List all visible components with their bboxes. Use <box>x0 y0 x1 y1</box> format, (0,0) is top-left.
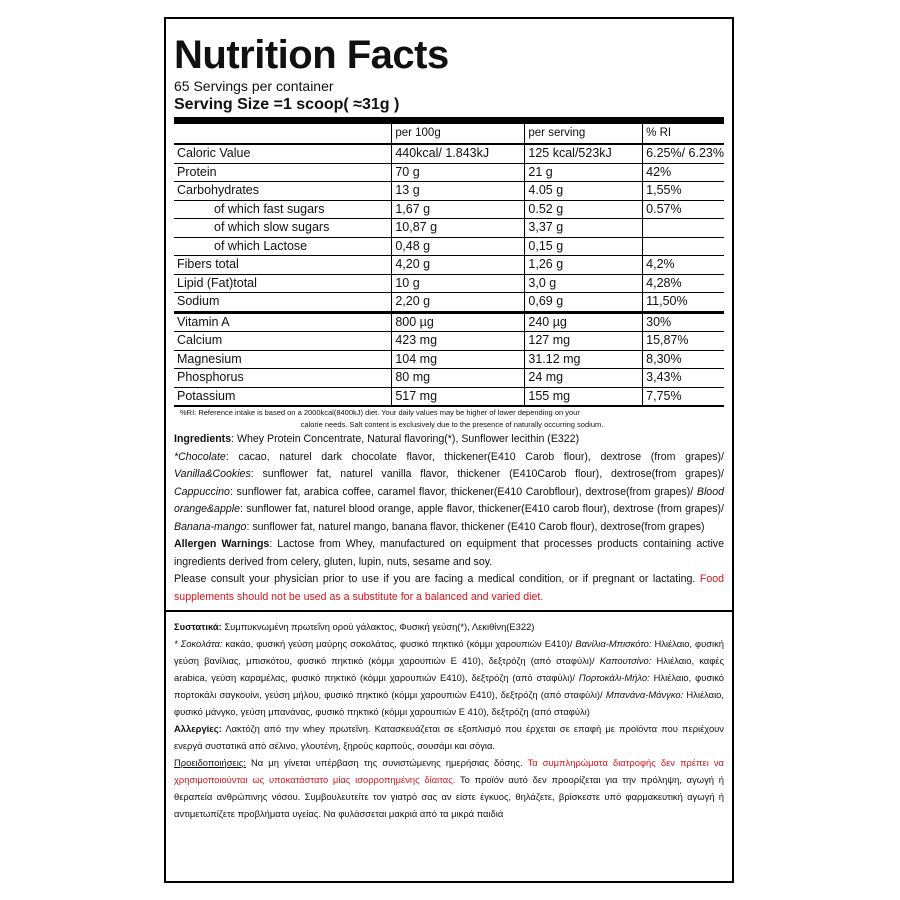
nutrition-label <box>164 17 734 883</box>
flavor-text: : cacao, naturel dark chocolate flavor, thickener(E410 Carob flour), dextrose (from grapes)/ <box>225 450 724 463</box>
flavors-paragraph <box>174 449 724 537</box>
flavor-name: Cappuccino <box>174 485 230 498</box>
ri-value: 4,28% <box>643 274 724 293</box>
per-serving-value: 240 µg <box>525 312 643 332</box>
greek-flavors <box>174 635 724 720</box>
column-header: % RI <box>643 124 724 144</box>
label-title: Nutrition Facts <box>174 33 449 77</box>
table-row <box>174 163 724 182</box>
per-100g-value: 70 g <box>392 163 525 182</box>
greek-text <box>174 618 724 822</box>
per-100g-value: 80 mg <box>392 369 525 388</box>
per-100g-value: 423 mg <box>392 332 525 351</box>
flavor-text: : sunflower fat, naturel mango, banana flavor, thickener (E410 Carob flour), dextrose(from grapes) <box>246 520 705 533</box>
table-header-row <box>174 124 724 144</box>
ri-value: 42% <box>643 163 724 182</box>
nutrient-name: Sodium <box>174 293 392 313</box>
per-serving-value: 0,69 g <box>525 293 643 313</box>
table-row <box>174 332 724 351</box>
per-serving-value: 0,15 g <box>525 237 643 256</box>
ri-value: 7,75% <box>643 387 724 406</box>
ingredients-text: : Whey Protein Concentrate, Natural flavoring(*), Sunflower lecithin (E322) <box>231 433 580 445</box>
label-content <box>174 33 724 822</box>
per-serving-value: 4.05 g <box>525 182 643 201</box>
per-100g-value: 13 g <box>392 182 525 201</box>
nutrient-name: Magnesium <box>174 350 392 369</box>
column-header: per serving <box>525 124 643 144</box>
greek-precautions-label: Προειδοποιήσεις: <box>174 757 246 768</box>
per-serving-value: 1,26 g <box>525 256 643 275</box>
greek-precautions <box>174 754 724 822</box>
per-serving-value: 3,0 g <box>525 274 643 293</box>
per-serving-value: 24 mg <box>525 369 643 388</box>
footnote-line-2: calorie needs. Salt content is exclusively due to the presence of naturally occurring sodium. <box>300 420 604 429</box>
flavor-text: : sunflower fat, naturel blood orange, apple flavor, thickener(E410 carob flour), dextrose (from grapes)/ <box>239 503 724 515</box>
flavor-name: *Chocolate <box>174 450 226 463</box>
ri-value: 3,43% <box>643 369 724 388</box>
greek-flavor-text: Ηλιέλαιο, φυσική γεύση βανίλιας, μπισκότου, φυσικό πηκτικό (κόμμι χαρουπιών Ε 410), δεξτρόζη (από σταφύλι)/ <box>174 638 724 666</box>
nutrient-name: Lipid (Fat)total <box>174 274 392 293</box>
table-row <box>174 293 724 313</box>
nutrient-name: Potassium <box>174 387 392 406</box>
greek-ingredients <box>174 618 724 635</box>
greek-flavor-name: Βανίλια-Μπισκότο: <box>575 638 652 649</box>
nutrient-name: Carbohydrates <box>174 182 392 201</box>
per-serving-value: 0.52 g <box>525 200 643 219</box>
flavor-text: : sunflower fat, arabica coffee, caramel flavor, thickener(E410 Carobflour), dextrose(from grapes)/ <box>229 485 697 498</box>
consult-text: Please consult your physician prior to use if you are facing a medical condition, or if pregnant or lactating. <box>174 573 700 585</box>
ri-value: 11,50% <box>643 293 724 313</box>
per-100g-value: 440kcal/ 1.843kJ <box>392 144 525 163</box>
greek-precautions-text: Να μη γίνεται υπέρβαση της συνιστώμενης ημερήσιας δόσης. <box>245 757 528 768</box>
table-row <box>174 182 724 201</box>
nutrient-name: Protein <box>174 163 392 182</box>
nutrient-name: Vitamin A <box>174 312 392 332</box>
table-row <box>174 200 724 219</box>
nutrient-name: of which fast sugars <box>174 200 392 219</box>
ri-value: 15,87% <box>643 332 724 351</box>
per-100g-value: 800 µg <box>392 312 525 332</box>
table-row <box>174 274 724 293</box>
servings-per-container: 65 Servings per container <box>174 78 334 94</box>
english-text <box>174 431 724 606</box>
per-serving-value: 31.12 mg <box>525 350 643 369</box>
nutrient-name: Fibers total <box>174 256 392 275</box>
nutrient-name: Phosphorus <box>174 369 392 388</box>
ingredients-label: Ingredients <box>174 433 232 445</box>
ri-value: 6.25%/ 6.23% <box>643 144 724 163</box>
nutrition-table <box>174 124 724 407</box>
nutrient-name: of which slow sugars <box>174 219 392 238</box>
ri-value: 8,30% <box>643 350 724 369</box>
per-100g-value: 0,48 g <box>392 237 525 256</box>
table-row <box>174 369 724 388</box>
flavor-text: : sunflower fat, naturel vanilla flavor, thickener (E410Carob flour), dextrose(from grapes)/ <box>250 468 724 480</box>
greek-flavor-text: κακάο, φυσική γεύση μαύρης σοκολάτας, φυσικό πηκτικό (κόμμι χαρουπιών Ε410)/ <box>222 638 576 649</box>
per-serving-value: 21 g <box>525 163 643 182</box>
greek-flavor-name: Καπουτσίνο: <box>599 655 652 666</box>
greek-allergens-label: Αλλεργίες: <box>174 723 222 734</box>
table-row <box>174 387 724 406</box>
nutrient-name: of which Lactose <box>174 237 392 256</box>
language-divider <box>166 610 732 612</box>
greek-flavor-name: Πορτοκάλι-Μήλο: <box>578 672 650 683</box>
ri-value: 30% <box>643 312 724 332</box>
nutrient-name: Calcium <box>174 332 392 351</box>
per-100g-value: 4,20 g <box>392 256 525 275</box>
per-serving-value: 155 mg <box>525 387 643 406</box>
per-serving-value: 3,37 g <box>525 219 643 238</box>
per-100g-value: 104 mg <box>392 350 525 369</box>
table-row <box>174 350 724 369</box>
flavor-name: Vanilla&Cookies <box>174 468 251 480</box>
per-100g-value: 2,20 g <box>392 293 525 313</box>
greek-ingredients-text: Συμπυκνωμένη πρωτεΐνη ορού γάλακτος, Φυσική γεύση(*), Λεκιθίνη(Ε322) <box>221 621 535 632</box>
greek-allergens-text: Λακτόζη από την whey πρωτεΐνη. Κατασκευάζεται σε εξοπλισμό που έρχεται σε επαφή με προϊόντα που περιέχουν ενεργά συστατικά από σέλινο, γλουτένη, ξηρούς καρπούς, σουσάμι και σόγια. <box>174 723 724 751</box>
ri-footnote <box>174 407 724 431</box>
footnote-line-1: %RI: Reference intake is based on a 2000kcal(8400kJ) diet. Your daily values may be higher of lower depending on your <box>180 408 580 417</box>
per-100g-value: 10,87 g <box>392 219 525 238</box>
thick-divider <box>174 117 724 124</box>
greek-flavor-text: Ηλιέλαιο, φυσικό μάνγκο, γεύση μπανάνας, φυσικό πηκτικό (κόμμι χαρουπιών Ε 410), δεξτρόζη (από σταφύλι) <box>174 689 724 717</box>
greek-precautions-rest: Το προϊόν αυτό δεν προορίζεται για την πρόληψη, αγωγή ή θεραπεία ανθρώπινης νόσου. Συμβουλευτείτε τον γιατρό σας αν είστε έγκυος, θηλάζετε, βρίσκεστε υπό φαρμακευτική αγωγή ή αντιμετωπίζετε προβλήματα υγείας. Να φυλάσσεται μακριά από τα μικρά παιδιά <box>174 774 724 819</box>
greek-allergens <box>174 720 724 754</box>
greek-ingredients-label: Συστατικά: <box>174 621 222 632</box>
per-100g-value: 1,67 g <box>392 200 525 219</box>
table-row <box>174 312 724 332</box>
per-serving-value: 127 mg <box>525 332 643 351</box>
table-row <box>174 219 724 238</box>
greek-supplement-warning: Τα συμπληρώματα διατροφής δεν πρέπει να χρησιμοποιούνται ως υποκατάστατο μίας ισορροπημένης δίαιτας. <box>174 757 724 785</box>
supplement-warning: Food supplements should not be used as a substitute for a balanced and varied diet. <box>174 573 724 603</box>
consult-paragraph <box>174 571 724 606</box>
per-serving-value: 125 kcal/523kJ <box>525 144 643 163</box>
ri-value: 1,55% <box>643 182 724 201</box>
allergen-paragraph <box>174 536 724 571</box>
table-row <box>174 256 724 275</box>
ri-value <box>643 237 724 256</box>
allergen-text: : Lactose from Whey, manufactured on equipment that processes products containing active ingredients derived from celery, gluten, lupin, nuts, sesame and soy. <box>174 538 724 568</box>
table-row <box>174 237 724 256</box>
column-header <box>174 124 392 144</box>
greek-flavor-text: Ηλιέλαιο, καφές arabica, γεύση καραμέλας, φυσικό πηκτικό (κόμμι χαρουπιών Ε410), δεξτρόζη (από σταφύλι)/ <box>174 655 724 683</box>
greek-flavor-text: Ηλιέλαιο, φυσικό πορτοκάλι σαγκουίνι, γεύση μήλου, φυσικό πηκτικό (κόμμι χαρουπιών Ε410), δεξτρόζη (από σταφύλι)/ <box>174 672 724 700</box>
ri-value: 4,2% <box>643 256 724 275</box>
per-100g-value: 517 mg <box>392 387 525 406</box>
flavor-name: Banana-mango <box>174 520 247 533</box>
allergen-label: Allergen Warnings <box>174 538 270 550</box>
ri-value: 0.57% <box>643 200 724 219</box>
nutrient-name: Caloric Value <box>174 144 392 163</box>
column-header: per 100g <box>392 124 525 144</box>
table-row <box>174 144 724 163</box>
per-100g-value: 10 g <box>392 274 525 293</box>
greek-flavor-name: * Σοκολάτα: <box>174 638 223 649</box>
greek-flavor-name: Μπανάνα-Μάνγκο: <box>605 689 684 700</box>
flavor-name: Blood orange&apple <box>174 485 724 515</box>
ingredients-paragraph <box>174 431 724 449</box>
ri-value <box>643 219 724 238</box>
serving-size: Serving Size =1 scoop( ≈31g ) <box>174 96 400 113</box>
